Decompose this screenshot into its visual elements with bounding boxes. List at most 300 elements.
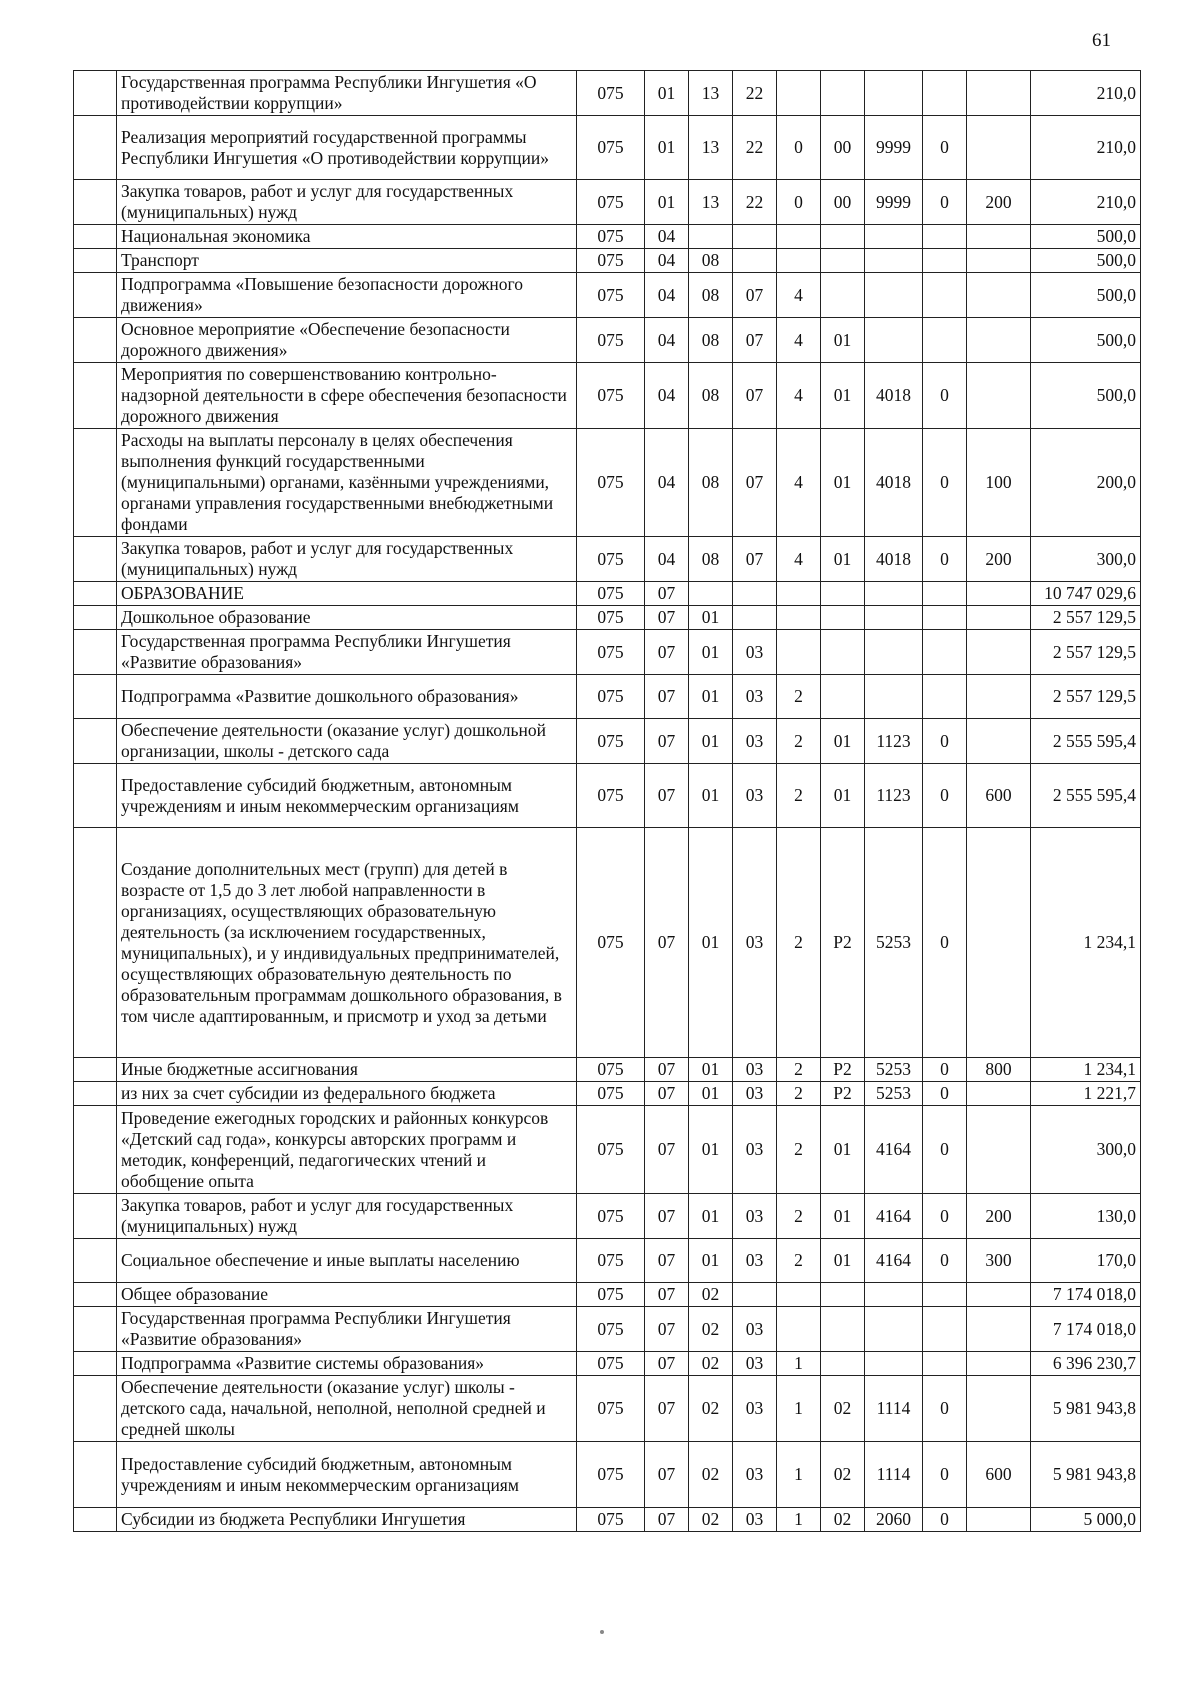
row-number-cell bbox=[74, 363, 117, 429]
expense-name-cell: Субсидии из бюджета Республики Ингушетия bbox=[117, 1508, 577, 1532]
program-code-cell: 07 bbox=[733, 429, 777, 537]
amount-cell: 210,0 bbox=[1031, 180, 1141, 225]
table-row bbox=[74, 1508, 1141, 1532]
program-code-cell: 03 bbox=[733, 1442, 777, 1508]
direction-code-cell bbox=[865, 1307, 923, 1352]
subsection-code-cell: 02 bbox=[689, 1442, 733, 1508]
table-row bbox=[74, 363, 1141, 429]
extra-code-cell: 0 bbox=[923, 363, 967, 429]
ministry-code-cell: 075 bbox=[577, 71, 645, 116]
subsection-code-cell: 08 bbox=[689, 273, 733, 318]
expense-type-code-cell: 600 bbox=[967, 1442, 1031, 1508]
expense-type-code-cell: 600 bbox=[967, 764, 1031, 828]
subprogram-code-cell: 2 bbox=[777, 675, 821, 719]
activity-code-cell: 00 bbox=[821, 180, 865, 225]
amount-cell: 200,0 bbox=[1031, 429, 1141, 537]
section-code-cell: 07 bbox=[645, 582, 689, 606]
program-code-cell: 03 bbox=[733, 719, 777, 764]
section-code-cell: 07 bbox=[645, 1194, 689, 1239]
section-code-cell: 04 bbox=[645, 363, 689, 429]
program-code-cell: 03 bbox=[733, 630, 777, 675]
expense-name-cell: Обеспечение деятельности (оказание услуг) дошкольной организации, школы - детского сада bbox=[117, 719, 577, 764]
subprogram-code-cell bbox=[777, 225, 821, 249]
subsection-code-cell: 01 bbox=[689, 1106, 733, 1194]
row-number-cell bbox=[74, 764, 117, 828]
program-code-cell: 03 bbox=[733, 1106, 777, 1194]
subsection-code-cell: 01 bbox=[689, 1194, 733, 1239]
section-code-cell: 04 bbox=[645, 225, 689, 249]
ministry-code-cell: 075 bbox=[577, 719, 645, 764]
program-code-cell: 03 bbox=[733, 675, 777, 719]
subprogram-code-cell: 2 bbox=[777, 1082, 821, 1106]
expense-name-cell: Подпрограмма «Повышение безопасности дорожного движения» bbox=[117, 273, 577, 318]
ministry-code-cell: 075 bbox=[577, 1508, 645, 1532]
expense-name-cell: Государственная программа Республики Ингушетия «Развитие образования» bbox=[117, 1307, 577, 1352]
direction-code-cell: 5253 bbox=[865, 1082, 923, 1106]
table-row bbox=[74, 1442, 1141, 1508]
expense-name-cell: Закупка товаров, работ и услуг для государственных (муниципальных) нужд bbox=[117, 1194, 577, 1239]
subsection-code-cell: 01 bbox=[689, 828, 733, 1058]
scan-mark bbox=[600, 1630, 604, 1634]
program-code-cell: 07 bbox=[733, 318, 777, 363]
section-code-cell: 07 bbox=[645, 1058, 689, 1082]
activity-code-cell: 00 bbox=[821, 116, 865, 180]
ministry-code-cell: 075 bbox=[577, 582, 645, 606]
direction-code-cell bbox=[865, 71, 923, 116]
expense-name-cell: Реализация мероприятий государственной программы Республики Ингушетия «О противодействии коррупции» bbox=[117, 116, 577, 180]
table-row bbox=[74, 1352, 1141, 1376]
subsection-code-cell: 02 bbox=[689, 1283, 733, 1307]
ministry-code-cell: 075 bbox=[577, 1442, 645, 1508]
expense-type-code-cell bbox=[967, 828, 1031, 1058]
extra-code-cell: 0 bbox=[923, 828, 967, 1058]
row-number-cell bbox=[74, 1376, 117, 1442]
section-code-cell: 07 bbox=[645, 764, 689, 828]
program-code-cell: 22 bbox=[733, 180, 777, 225]
row-number-cell bbox=[74, 1106, 117, 1194]
program-code-cell: 22 bbox=[733, 71, 777, 116]
amount-cell: 6 396 230,7 bbox=[1031, 1352, 1141, 1376]
row-number-cell bbox=[74, 71, 117, 116]
program-code-cell: 03 bbox=[733, 1352, 777, 1376]
extra-code-cell bbox=[923, 606, 967, 630]
subprogram-code-cell: 4 bbox=[777, 537, 821, 582]
subprogram-code-cell: 2 bbox=[777, 828, 821, 1058]
activity-code-cell: P2 bbox=[821, 1082, 865, 1106]
section-code-cell: 07 bbox=[645, 1106, 689, 1194]
amount-cell: 2 557 129,5 bbox=[1031, 675, 1141, 719]
subsection-code-cell bbox=[689, 582, 733, 606]
expense-type-code-cell bbox=[967, 630, 1031, 675]
subprogram-code-cell bbox=[777, 71, 821, 116]
ministry-code-cell: 075 bbox=[577, 828, 645, 1058]
table-row bbox=[74, 582, 1141, 606]
subsection-code-cell: 08 bbox=[689, 429, 733, 537]
row-number-cell bbox=[74, 537, 117, 582]
expense-name-cell: Социальное обеспечение и иные выплаты населению bbox=[117, 1239, 577, 1283]
budget-table-body bbox=[74, 71, 1141, 1532]
amount-cell: 2 557 129,5 bbox=[1031, 630, 1141, 675]
expense-name-cell: Предоставление субсидий бюджетным, автономным учреждениям и иным некоммерческим организациям bbox=[117, 1442, 577, 1508]
section-code-cell: 01 bbox=[645, 71, 689, 116]
ministry-code-cell: 075 bbox=[577, 1239, 645, 1283]
direction-code-cell: 4164 bbox=[865, 1239, 923, 1283]
expense-type-code-cell bbox=[967, 719, 1031, 764]
section-code-cell: 07 bbox=[645, 1307, 689, 1352]
amount-cell: 130,0 bbox=[1031, 1194, 1141, 1239]
expense-name-cell: Закупка товаров, работ и услуг для государственных (муниципальных) нужд bbox=[117, 537, 577, 582]
amount-cell: 500,0 bbox=[1031, 225, 1141, 249]
table-row bbox=[74, 1239, 1141, 1283]
amount-cell: 5 981 943,8 bbox=[1031, 1442, 1141, 1508]
expense-name-cell: ОБРАЗОВАНИЕ bbox=[117, 582, 577, 606]
row-number-cell bbox=[74, 719, 117, 764]
expense-type-code-cell bbox=[967, 606, 1031, 630]
extra-code-cell: 0 bbox=[923, 1376, 967, 1442]
row-number-cell bbox=[74, 1352, 117, 1376]
subsection-code-cell: 02 bbox=[689, 1376, 733, 1442]
expense-name-cell: Основное мероприятие «Обеспечение безопасности дорожного движения» bbox=[117, 318, 577, 363]
direction-code-cell bbox=[865, 249, 923, 273]
expense-type-code-cell bbox=[967, 1106, 1031, 1194]
expense-name-cell: Иные бюджетные ассигнования bbox=[117, 1058, 577, 1082]
program-code-cell: 03 bbox=[733, 764, 777, 828]
program-code-cell: 03 bbox=[733, 828, 777, 1058]
program-code-cell: 07 bbox=[733, 273, 777, 318]
ministry-code-cell: 075 bbox=[577, 116, 645, 180]
extra-code-cell bbox=[923, 630, 967, 675]
ministry-code-cell: 075 bbox=[577, 1352, 645, 1376]
subsection-code-cell: 01 bbox=[689, 1239, 733, 1283]
subprogram-code-cell: 2 bbox=[777, 764, 821, 828]
expense-name-cell: Закупка товаров, работ и услуг для государственных (муниципальных) нужд bbox=[117, 180, 577, 225]
subprogram-code-cell: 0 bbox=[777, 116, 821, 180]
ministry-code-cell: 075 bbox=[577, 180, 645, 225]
subsection-code-cell bbox=[689, 225, 733, 249]
subprogram-code-cell: 1 bbox=[777, 1508, 821, 1532]
row-number-cell bbox=[74, 1058, 117, 1082]
row-number-cell bbox=[74, 249, 117, 273]
amount-cell: 300,0 bbox=[1031, 1106, 1141, 1194]
direction-code-cell: 1114 bbox=[865, 1376, 923, 1442]
activity-code-cell: 01 bbox=[821, 764, 865, 828]
subprogram-code-cell: 1 bbox=[777, 1442, 821, 1508]
activity-code-cell bbox=[821, 1283, 865, 1307]
direction-code-cell: 5253 bbox=[865, 828, 923, 1058]
expense-type-code-cell: 800 bbox=[967, 1058, 1031, 1082]
table-row bbox=[74, 249, 1141, 273]
row-number-cell bbox=[74, 630, 117, 675]
extra-code-cell bbox=[923, 249, 967, 273]
ministry-code-cell: 075 bbox=[577, 606, 645, 630]
program-code-cell bbox=[733, 582, 777, 606]
expense-type-code-cell bbox=[967, 1082, 1031, 1106]
activity-code-cell bbox=[821, 1352, 865, 1376]
expense-type-code-cell bbox=[967, 318, 1031, 363]
extra-code-cell bbox=[923, 1352, 967, 1376]
subprogram-code-cell: 2 bbox=[777, 1239, 821, 1283]
expense-type-code-cell bbox=[967, 1307, 1031, 1352]
ministry-code-cell: 075 bbox=[577, 1058, 645, 1082]
subsection-code-cell: 02 bbox=[689, 1352, 733, 1376]
ministry-code-cell: 075 bbox=[577, 318, 645, 363]
expense-type-code-cell bbox=[967, 675, 1031, 719]
activity-code-cell: 01 bbox=[821, 537, 865, 582]
subsection-code-cell: 01 bbox=[689, 606, 733, 630]
table-row bbox=[74, 537, 1141, 582]
subprogram-code-cell: 2 bbox=[777, 1058, 821, 1082]
extra-code-cell: 0 bbox=[923, 1239, 967, 1283]
table-row bbox=[74, 719, 1141, 764]
subsection-code-cell: 01 bbox=[689, 764, 733, 828]
program-code-cell: 07 bbox=[733, 363, 777, 429]
subprogram-code-cell: 4 bbox=[777, 318, 821, 363]
program-code-cell: 03 bbox=[733, 1082, 777, 1106]
direction-code-cell: 4018 bbox=[865, 537, 923, 582]
ministry-code-cell: 075 bbox=[577, 225, 645, 249]
amount-cell: 500,0 bbox=[1031, 273, 1141, 318]
subsection-code-cell: 08 bbox=[689, 318, 733, 363]
expense-name-cell: Создание дополнительных мест (групп) для детей в возрасте от 1,5 до 3 лет любой направленности в организациях, осуществляющих образовательную деятельность (за исключением государственных, муниципальных), и у индивидуальных предпринимателей, осуществляющих образовательную деятельность по образовательным программам дошкольного образования, в том числе адаптированным, и присмотр и уход за детьми bbox=[117, 828, 577, 1058]
activity-code-cell: 01 bbox=[821, 363, 865, 429]
ministry-code-cell: 075 bbox=[577, 363, 645, 429]
expense-type-code-cell bbox=[967, 1376, 1031, 1442]
amount-cell: 7 174 018,0 bbox=[1031, 1283, 1141, 1307]
extra-code-cell: 0 bbox=[923, 116, 967, 180]
amount-cell: 500,0 bbox=[1031, 363, 1141, 429]
direction-code-cell: 5253 bbox=[865, 1058, 923, 1082]
budget-table bbox=[73, 70, 1141, 1532]
subprogram-code-cell bbox=[777, 1307, 821, 1352]
expense-type-code-cell bbox=[967, 225, 1031, 249]
subsection-code-cell: 01 bbox=[689, 1058, 733, 1082]
section-code-cell: 04 bbox=[645, 318, 689, 363]
table-row bbox=[74, 1307, 1141, 1352]
row-number-cell bbox=[74, 318, 117, 363]
table-row bbox=[74, 225, 1141, 249]
subsection-code-cell: 13 bbox=[689, 180, 733, 225]
subsection-code-cell: 13 bbox=[689, 116, 733, 180]
direction-code-cell: 9999 bbox=[865, 116, 923, 180]
expense-type-code-cell: 300 bbox=[967, 1239, 1031, 1283]
subprogram-code-cell bbox=[777, 606, 821, 630]
row-number-cell bbox=[74, 582, 117, 606]
section-code-cell: 07 bbox=[645, 1442, 689, 1508]
expense-name-cell: Подпрограмма «Развитие системы образования» bbox=[117, 1352, 577, 1376]
table-row bbox=[74, 1283, 1141, 1307]
subprogram-code-cell: 2 bbox=[777, 1194, 821, 1239]
table-row bbox=[74, 828, 1141, 1058]
expense-name-cell: Транспорт bbox=[117, 249, 577, 273]
subprogram-code-cell: 0 bbox=[777, 180, 821, 225]
direction-code-cell: 4164 bbox=[865, 1106, 923, 1194]
table-row bbox=[74, 764, 1141, 828]
amount-cell: 300,0 bbox=[1031, 537, 1141, 582]
activity-code-cell: 01 bbox=[821, 1106, 865, 1194]
amount-cell: 1 234,1 bbox=[1031, 828, 1141, 1058]
ministry-code-cell: 075 bbox=[577, 1082, 645, 1106]
expense-type-code-cell: 200 bbox=[967, 1194, 1031, 1239]
table-row bbox=[74, 273, 1141, 318]
activity-code-cell: 01 bbox=[821, 318, 865, 363]
amount-cell: 5 981 943,8 bbox=[1031, 1376, 1141, 1442]
row-number-cell bbox=[74, 1307, 117, 1352]
program-code-cell bbox=[733, 606, 777, 630]
section-code-cell: 04 bbox=[645, 249, 689, 273]
activity-code-cell bbox=[821, 225, 865, 249]
subprogram-code-cell: 1 bbox=[777, 1352, 821, 1376]
row-number-cell bbox=[74, 606, 117, 630]
extra-code-cell: 0 bbox=[923, 1106, 967, 1194]
activity-code-cell: 02 bbox=[821, 1442, 865, 1508]
table-row bbox=[74, 675, 1141, 719]
amount-cell: 500,0 bbox=[1031, 249, 1141, 273]
section-code-cell: 07 bbox=[645, 606, 689, 630]
program-code-cell: 03 bbox=[733, 1376, 777, 1442]
activity-code-cell: 01 bbox=[821, 1239, 865, 1283]
direction-code-cell bbox=[865, 1352, 923, 1376]
program-code-cell bbox=[733, 1283, 777, 1307]
extra-code-cell bbox=[923, 1283, 967, 1307]
expense-name-cell: Общее образование bbox=[117, 1283, 577, 1307]
activity-code-cell: 01 bbox=[821, 1194, 865, 1239]
program-code-cell: 03 bbox=[733, 1058, 777, 1082]
subsection-code-cell: 01 bbox=[689, 719, 733, 764]
extra-code-cell: 0 bbox=[923, 537, 967, 582]
section-code-cell: 04 bbox=[645, 429, 689, 537]
section-code-cell: 04 bbox=[645, 273, 689, 318]
expense-name-cell: из них за счет субсидии из федерального бюджета bbox=[117, 1082, 577, 1106]
row-number-cell bbox=[74, 828, 117, 1058]
direction-code-cell: 1123 bbox=[865, 719, 923, 764]
expense-name-cell: Расходы на выплаты персоналу в целях обеспечения выполнения функций государственными (муниципальными) органами, казёнными учреждениями, органами управления государственными внебюджетными фондами bbox=[117, 429, 577, 537]
ministry-code-cell: 075 bbox=[577, 273, 645, 318]
expense-type-code-cell: 200 bbox=[967, 537, 1031, 582]
direction-code-cell bbox=[865, 273, 923, 318]
expense-type-code-cell bbox=[967, 249, 1031, 273]
expense-type-code-cell bbox=[967, 1508, 1031, 1532]
activity-code-cell: P2 bbox=[821, 828, 865, 1058]
ministry-code-cell: 075 bbox=[577, 429, 645, 537]
activity-code-cell bbox=[821, 249, 865, 273]
ministry-code-cell: 075 bbox=[577, 1106, 645, 1194]
direction-code-cell: 1123 bbox=[865, 764, 923, 828]
ministry-code-cell: 075 bbox=[577, 1283, 645, 1307]
table-row bbox=[74, 1194, 1141, 1239]
ministry-code-cell: 075 bbox=[577, 1194, 645, 1239]
extra-code-cell: 0 bbox=[923, 1194, 967, 1239]
row-number-cell bbox=[74, 429, 117, 537]
expense-name-cell: Национальная экономика bbox=[117, 225, 577, 249]
ministry-code-cell: 075 bbox=[577, 249, 645, 273]
expense-type-code-cell bbox=[967, 116, 1031, 180]
extra-code-cell bbox=[923, 225, 967, 249]
extra-code-cell: 0 bbox=[923, 719, 967, 764]
extra-code-cell bbox=[923, 273, 967, 318]
expense-type-code-cell bbox=[967, 1283, 1031, 1307]
extra-code-cell: 0 bbox=[923, 1082, 967, 1106]
extra-code-cell: 0 bbox=[923, 1058, 967, 1082]
extra-code-cell: 0 bbox=[923, 1508, 967, 1532]
section-code-cell: 07 bbox=[645, 1508, 689, 1532]
ministry-code-cell: 075 bbox=[577, 537, 645, 582]
section-code-cell: 07 bbox=[645, 1283, 689, 1307]
direction-code-cell bbox=[865, 318, 923, 363]
section-code-cell: 07 bbox=[645, 1376, 689, 1442]
activity-code-cell: 02 bbox=[821, 1508, 865, 1532]
row-number-cell bbox=[74, 675, 117, 719]
extra-code-cell: 0 bbox=[923, 764, 967, 828]
subsection-code-cell: 08 bbox=[689, 537, 733, 582]
section-code-cell: 07 bbox=[645, 719, 689, 764]
table-row bbox=[74, 318, 1141, 363]
extra-code-cell: 0 bbox=[923, 180, 967, 225]
row-number-cell bbox=[74, 116, 117, 180]
subsection-code-cell: 01 bbox=[689, 630, 733, 675]
expense-name-cell: Государственная программа Республики Ингушетия «О противодействии коррупции» bbox=[117, 71, 577, 116]
ministry-code-cell: 075 bbox=[577, 1307, 645, 1352]
direction-code-cell bbox=[865, 675, 923, 719]
row-number-cell bbox=[74, 273, 117, 318]
section-code-cell: 07 bbox=[645, 1352, 689, 1376]
extra-code-cell bbox=[923, 71, 967, 116]
subsection-code-cell: 01 bbox=[689, 675, 733, 719]
subsection-code-cell: 08 bbox=[689, 363, 733, 429]
row-number-cell bbox=[74, 180, 117, 225]
activity-code-cell: 01 bbox=[821, 429, 865, 537]
direction-code-cell: 4164 bbox=[865, 1194, 923, 1239]
expense-name-cell: Обеспечение деятельности (оказание услуг) школы - детского сада, начальной, неполной, неполной средней и средней школы bbox=[117, 1376, 577, 1442]
subprogram-code-cell bbox=[777, 630, 821, 675]
row-number-cell bbox=[74, 225, 117, 249]
direction-code-cell bbox=[865, 630, 923, 675]
row-number-cell bbox=[74, 1508, 117, 1532]
table-row bbox=[74, 116, 1141, 180]
subsection-code-cell: 08 bbox=[689, 249, 733, 273]
expense-name-cell: Проведение ежегодных городских и районных конкурсов «Детский сад года», конкурсы авторских программ и методик, конференций, педагогических чтений и обобщение опыта bbox=[117, 1106, 577, 1194]
amount-cell: 5 000,0 bbox=[1031, 1508, 1141, 1532]
direction-code-cell: 4018 bbox=[865, 429, 923, 537]
ministry-code-cell: 075 bbox=[577, 630, 645, 675]
direction-code-cell bbox=[865, 606, 923, 630]
program-code-cell: 03 bbox=[733, 1194, 777, 1239]
extra-code-cell: 0 bbox=[923, 429, 967, 537]
row-number-cell bbox=[74, 1082, 117, 1106]
expense-name-cell: Мероприятия по совершенствованию контрольно-надзорной деятельности в сфере обеспечения безопасности дорожного движения bbox=[117, 363, 577, 429]
table-row bbox=[74, 71, 1141, 116]
activity-code-cell bbox=[821, 1307, 865, 1352]
expense-type-code-cell: 100 bbox=[967, 429, 1031, 537]
activity-code-cell bbox=[821, 71, 865, 116]
section-code-cell: 07 bbox=[645, 675, 689, 719]
extra-code-cell bbox=[923, 318, 967, 363]
expense-name-cell: Государственная программа Республики Ингушетия «Развитие образования» bbox=[117, 630, 577, 675]
direction-code-cell bbox=[865, 582, 923, 606]
direction-code-cell: 1114 bbox=[865, 1442, 923, 1508]
amount-cell: 10 747 029,6 bbox=[1031, 582, 1141, 606]
section-code-cell: 01 bbox=[645, 180, 689, 225]
table-row bbox=[74, 180, 1141, 225]
expense-name-cell: Дошкольное образование bbox=[117, 606, 577, 630]
amount-cell: 210,0 bbox=[1031, 71, 1141, 116]
table-row bbox=[74, 1106, 1141, 1194]
program-code-cell bbox=[733, 225, 777, 249]
extra-code-cell bbox=[923, 582, 967, 606]
program-code-cell: 07 bbox=[733, 537, 777, 582]
program-code-cell: 03 bbox=[733, 1239, 777, 1283]
direction-code-cell: 2060 bbox=[865, 1508, 923, 1532]
subprogram-code-cell: 1 bbox=[777, 1376, 821, 1442]
